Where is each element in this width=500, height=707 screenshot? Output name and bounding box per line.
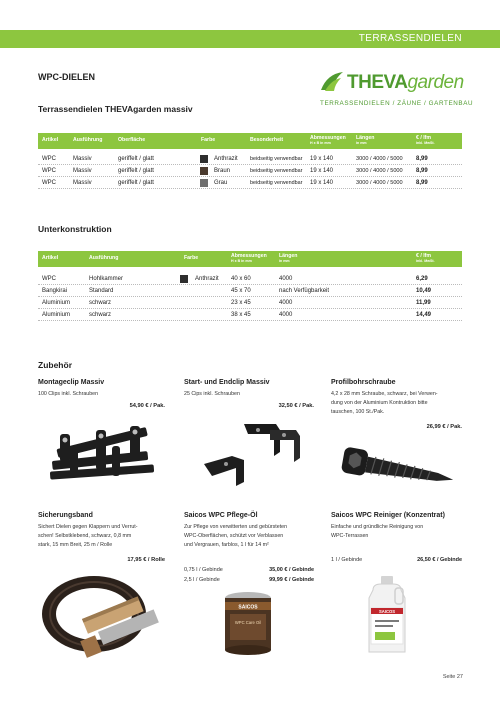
cell-ausfuehrung: schwarz [89,300,112,306]
color-swatch [200,155,208,163]
endclip-image [196,418,306,490]
reiniger-text-1: Einfache und gründliche Reinigung von [331,524,424,530]
schraube-title: Profilbohrschraube [331,379,396,386]
cell-farbe: Braun [214,168,231,174]
reiniger-price-1: 26,50 € / Gebinde [417,557,462,563]
schraube-price: 26,99 € / Pak. [426,424,462,430]
color-swatch [200,167,208,175]
cell-ausfuehrung: Standard [89,288,114,294]
logo-wordmark: THEVAgarden [347,72,464,93]
cell-preis: 8,99 [416,180,428,186]
cell-ausfuehrung: Massiv [73,180,92,186]
cell-farbe: Grau [214,180,228,186]
endclip-text: 25 Cips inkl. Schrauben [184,391,240,397]
cell-preis: 6,29 [416,276,428,282]
terrassendielen-table-header: Artikel Ausführung Oberfläche Farbe Besonderheit Abmessungen H x B in mm Längen in mm € / lfm inkl. MwSt. [38,133,462,149]
cell-besonderheit: beidseitig verwendbar [250,168,303,174]
table-row [38,274,462,285]
section-header-bar [0,30,500,48]
schraube-image [338,446,458,494]
pflegeoel-title: Saicos WPC Pflege-Öl [184,512,258,519]
pflegeoel-size-2: 2,5 l / Gebinde [184,577,220,583]
cell-besonderheit: beidseitig verwendbar [250,156,303,162]
sicherungsband-text-1: Sichert Dielen gegen Klappern und Verrut- [38,524,138,530]
cell-abmessungen: 19 x 140 [310,180,334,186]
cell-artikel: Aluminium [42,312,71,318]
cell-laengen: nach Verfügbarkeit [279,288,330,294]
pflegeoel-price-1: 35,00 € / Gebinde [269,567,314,573]
montageclip-image [42,422,164,484]
cell-preis: 8,99 [416,156,428,162]
cell-laengen: 3000 / 4000 / 5000 [356,180,403,186]
pflegeoel-text-3: und Vergrauen, farblos, 1 l für 14 m² [184,542,269,548]
sicherungsband-text-3: stark, 15 mm Breit, 25 m / Rolle [38,542,113,548]
reiniger-title: Saicos WPC Reiniger (Konzentrat) [331,512,445,519]
cell-artikel: WPC [42,156,56,162]
cell-laengen: 3000 / 4000 / 5000 [356,168,403,174]
cell-ausfuehrung: Massiv [73,168,92,174]
theva-garden-logo [319,70,474,114]
cell-artikel: Bangkirai [42,288,68,294]
pflegeoel-text-2: WPC-Oberflächen, schützt vor Verblassen [184,533,284,539]
sicherungsband-title: Sicherungsband [38,512,93,519]
cell-besonderheit: beidseitig verwendbar [250,180,303,186]
cell-preis: 10,49 [416,288,432,294]
endclip-price: 32,50 € / Pak. [278,403,314,409]
table-row [38,166,462,177]
schraube-text-1: 4,2 x 28 mm Schraube, schwarz, bei Verwen- [331,391,438,397]
schraube-text-3: tauschen, 100 St./Pak. [331,409,385,415]
cell-laengen: 3000 / 4000 / 5000 [356,156,403,162]
montageclip-price: 54,90 € / Pak. [129,403,165,409]
theva-logo-icon [319,70,345,94]
can-brand-text: SAICOS [238,604,258,611]
table-row [38,154,462,165]
table-row [38,298,462,309]
section-header-title: TERRASSENDIELEN [358,33,462,44]
cell-ausfuehrung: schwarz [89,312,112,318]
cell-artikel: WPC [42,168,56,174]
document-title: WPC-DIELEN [38,72,95,82]
table-row [38,178,462,189]
pflegeoel-size-1: 0,75 l / Gebinde [184,567,223,573]
cell-preis: 11,99 [416,300,431,306]
cell-abmessungen: 40 x 60 [231,276,251,282]
bottle-brand-text: SAICOS [378,608,396,614]
cell-abmessungen: 45 x 70 [231,288,251,294]
sicherungsband-text-2: schen! Selbstklebend, schwarz, 0,8 mm [38,533,132,539]
color-swatch [200,179,208,187]
endclip-title: Start- und Endclip Massiv [184,379,270,386]
cell-ausfuehrung: Massiv [73,156,92,162]
cell-preis: 14,49 [416,312,432,318]
cell-abmessungen: 19 x 140 [310,168,334,174]
cell-ausfuehrung: Hohlkammer [89,276,124,282]
montageclip-text: 100 Clips inkl. Schrauben [38,391,99,397]
cell-laengen: 4000 [279,312,293,318]
cell-preis: 8,99 [416,168,428,174]
schraube-text-2: dung von der Aluminium Kontruktion bitte [331,400,428,406]
cell-oberflaeche: geriffelt / glatt [118,168,154,174]
cell-oberflaeche: geriffelt / glatt [118,156,154,162]
cell-farbe: Anthrazit [195,276,219,282]
pflegeoel-can-image [222,590,274,656]
cell-laengen: 4000 [279,300,293,306]
cell-oberflaeche: geriffelt / glatt [118,180,154,186]
cell-abmessungen: 23 x 45 [231,300,251,306]
sicherungsband-image [38,570,164,664]
reiniger-size-1: 1 l / Gebinde [331,557,363,563]
pflegeoel-text-1: Zur Pflege von verwitterten und gebürsteten [184,524,288,530]
unterkonstruktion-title: Unterkonstruktion [38,224,112,234]
logo-tagline: TERRASSENDIELEN / ZÄUNE / GARTENBAU [320,100,474,107]
cell-artikel: WPC [42,276,56,282]
color-swatch [180,275,188,283]
cell-laengen: 4000 [279,276,293,282]
reiniger-text-2: WPC-Terrassen [331,533,369,539]
unterkonstruktion-table-header: Artikel Ausführung Farbe Abmessungen H x B in mm Längen in mm € / lfm inkl. MwSt. [38,251,462,267]
table-row [38,310,462,321]
page-number: Seite 27 [442,674,463,680]
sicherungsband-price: 17,95 € / Rolle [127,557,165,563]
cell-artikel: Aluminium [42,300,71,306]
table-row [38,286,462,297]
pflegeoel-price-2: 99,99 € / Gebinde [269,577,314,583]
zubehoer-title: Zubehör [38,360,72,370]
cell-artikel: WPC [42,180,56,186]
cell-farbe: Anthrazit [214,156,238,162]
terrassendielen-title: Terrassendielen THEVAgarden massiv [38,104,193,114]
cell-abmessungen: 38 x 45 [231,312,251,318]
reiniger-bottle-image [365,576,411,654]
can-label-text: WPC Care Oil [234,620,262,625]
cell-abmessungen: 19 x 140 [310,156,334,162]
montageclip-title: Montageclip Massiv [38,379,105,386]
